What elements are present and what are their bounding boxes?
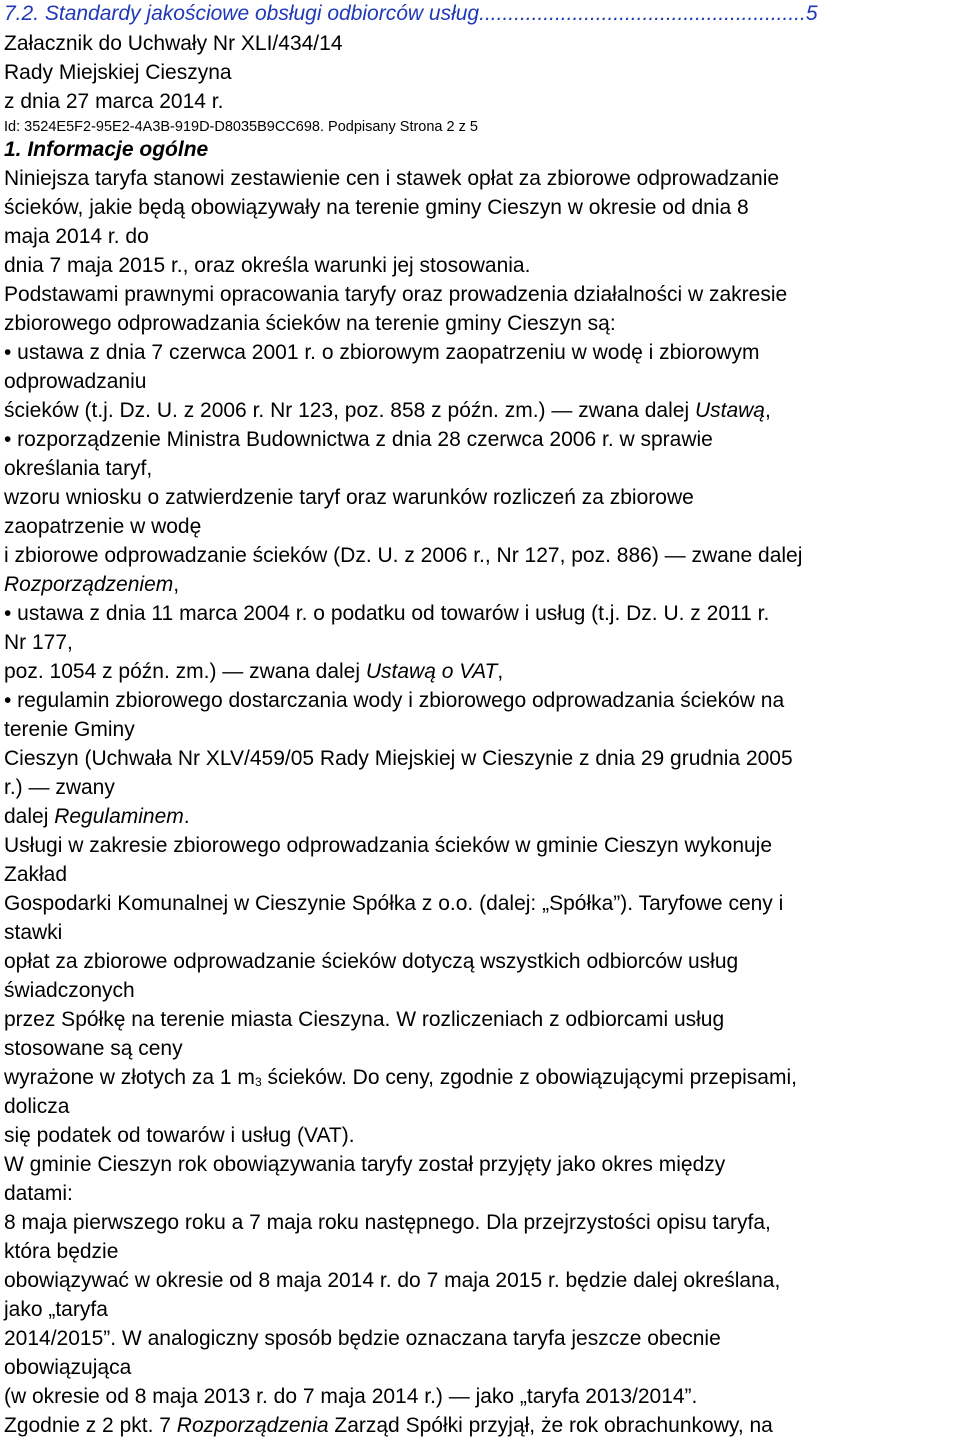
text-segment: . [183, 805, 190, 828]
paragraph-line [4, 573, 179, 597]
paragraph-line: ścieków, jakie będą obowiązywały na terenie gminy Cieszyn w okresie od dnia 8 [4, 196, 749, 219]
paragraph-line: stawki [4, 921, 63, 944]
paragraph-line [4, 1414, 773, 1438]
paragraph-line: zaopatrzenie w wodę [4, 515, 202, 538]
defined-term: Ustawą [694, 399, 765, 422]
paragraph-line: się podatek od towarów i usług (VAT). [4, 1124, 355, 1147]
paragraph-line: Podstawami prawnymi opracowania taryfy oraz prowadzenia działalności w zakresie [4, 283, 788, 306]
text-segment: dalej [4, 805, 55, 828]
bullet-item-line: • rozporządzenie Ministra Budownictwa z dnia 28 czerwca 2006 r. w sprawie [4, 428, 713, 451]
text-segment: wyrażone w złotych za 1 m [4, 1066, 255, 1089]
paragraph-line: i zbiorowe odprowadzanie ścieków (Dz. U. z 2006 r., Nr 127, poz. 886) ― zwane dalej [4, 544, 803, 567]
bullet-item-line: • ustawa z dnia 7 czerwca 2001 r. o zbiorowym zaopatrzeniu w wodę i zbiorowym [4, 341, 760, 364]
toc-entry-link[interactable]: 7.2. Standardy jakościowe obsługi odbiorców usług........................................................5 [4, 2, 818, 25]
paragraph-line [4, 1066, 797, 1094]
paragraph-line: stosowane są ceny [4, 1037, 183, 1060]
paragraph-line: wzoru wniosku o zatwierdzenie taryf oraz warunków rozliczeń za zbiorowe [4, 486, 694, 509]
paragraph-line: maja 2014 r. do [4, 225, 149, 248]
paragraph-line: dnia 7 maja 2015 r., oraz określa warunki jej stosowania. [4, 254, 531, 277]
header-date: z dnia 27 marca 2014 r. [4, 90, 224, 113]
defined-term: Ustawą o VAT [365, 660, 498, 683]
paragraph-line: 8 maja pierwszego roku a 7 maja roku następnego. Dla przejrzystości opisu taryfa, [4, 1211, 771, 1234]
paragraph-line: Nr 177, [4, 631, 73, 654]
paragraph-line: odprowadzaniu [4, 370, 147, 393]
paragraph-line: obowiązująca [4, 1356, 132, 1379]
unit-subscript: 3 [254, 1075, 262, 1089]
bullet-item-line: • regulamin zbiorowego dostarczania wody i zbiorowego odprowadzania ścieków na [4, 689, 785, 712]
paragraph-line [4, 805, 190, 829]
paragraph-line: określania taryf, [4, 457, 153, 480]
header-attachment-title: Załacznik do Uchwały Nr XLI/434/14 [4, 32, 343, 55]
paragraph-line: dolicza [4, 1095, 70, 1118]
paragraph-line: r.) ― zwany [4, 776, 115, 799]
paragraph-line: 2014/2015”. W analogiczny sposób będzie oznaczana taryfa jeszcze obecnie [4, 1327, 721, 1350]
paragraph-line: W gminie Cieszyn rok obowiązywania taryfy został przyjęty jako okres między [4, 1153, 726, 1176]
paragraph-line: jako „taryfa [4, 1298, 108, 1321]
text-segment: Zarząd Spółki przyjął, że rok obrachunkowy, na [328, 1414, 773, 1437]
paragraph-line [4, 399, 771, 423]
document-id-line: Id: 3524E5F2-95E2-4A3B-919D-D8035B9CC698. Podpisany Strona 2 z 5 [4, 119, 478, 135]
paragraph-line: (w okresie od 8 maja 2013 r. do 7 maja 2014 r.) ― jako „taryfa 2013/2014”. [4, 1385, 698, 1408]
paragraph-line: datami: [4, 1182, 73, 1205]
paragraph-line: która będzie [4, 1240, 119, 1263]
section-heading: 1. Informacje ogólne [4, 138, 209, 161]
paragraph-line: Zakład [4, 863, 68, 886]
defined-term: Rozporządzenia [176, 1414, 329, 1437]
paragraph-line: Cieszyn (Uchwała Nr XLV/459/05 Rady Miejskiej w Cieszynie z dnia 29 grudnia 2005 [4, 747, 793, 770]
text-segment: ścieków (t.j. Dz. U. z 2006 r. Nr 123, poz. 858 z późn. zm.) ― zwana dalej [4, 399, 695, 422]
text-segment: ścieków. Do ceny, zgodnie z obowiązującymi przepisami, [261, 1066, 797, 1089]
defined-term: Rozporządzeniem [4, 573, 174, 596]
paragraph-line: opłat za zbiorowe odprowadzanie ścieków dotyczą wszystkich odbiorców usług [4, 950, 739, 973]
text-segment: poz. 1054 z późn. zm.) ― zwana dalej [4, 660, 366, 683]
bullet-item-line: • ustawa z dnia 11 marca 2004 r. o podatku od towarów i usług (t.j. Dz. U. z 2011 r. [4, 602, 770, 625]
paragraph-line: Niniejsza taryfa stanowi zestawienie cen i stawek opłat za zbiorowe odprowadzanie [4, 167, 780, 190]
defined-term: Regulaminem [54, 805, 184, 828]
text-segment: , [497, 660, 504, 683]
text-segment: Zgodnie z 2 pkt. 7 [4, 1414, 177, 1437]
paragraph-line: terenie Gminy [4, 718, 135, 741]
text-segment: , [173, 573, 180, 596]
text-segment: , [764, 399, 771, 422]
header-council-name: Rady Miejskiej Cieszyna [4, 61, 232, 84]
paragraph-line: obowiązywać w okresie od 8 maja 2014 r. do 7 maja 2015 r. będzie dalej określana, [4, 1269, 781, 1292]
paragraph-line: przez Spółkę na terenie miasta Cieszyna. W rozliczeniach z odbiorcami usług [4, 1008, 725, 1031]
paragraph-line: świadczonych [4, 979, 135, 1002]
paragraph-line: zbiorowego odprowadzania ścieków na terenie gminy Cieszyn są: [4, 312, 616, 335]
paragraph-line: Usługi w zakresie zbiorowego odprowadzania ścieków w gminie Cieszyn wykonuje [4, 834, 773, 857]
paragraph-line [4, 660, 503, 684]
paragraph-line: Gospodarki Komunalnej w Cieszynie Spółka z o.o. (dalej: „Spółka”). Taryfowe ceny i [4, 892, 784, 915]
